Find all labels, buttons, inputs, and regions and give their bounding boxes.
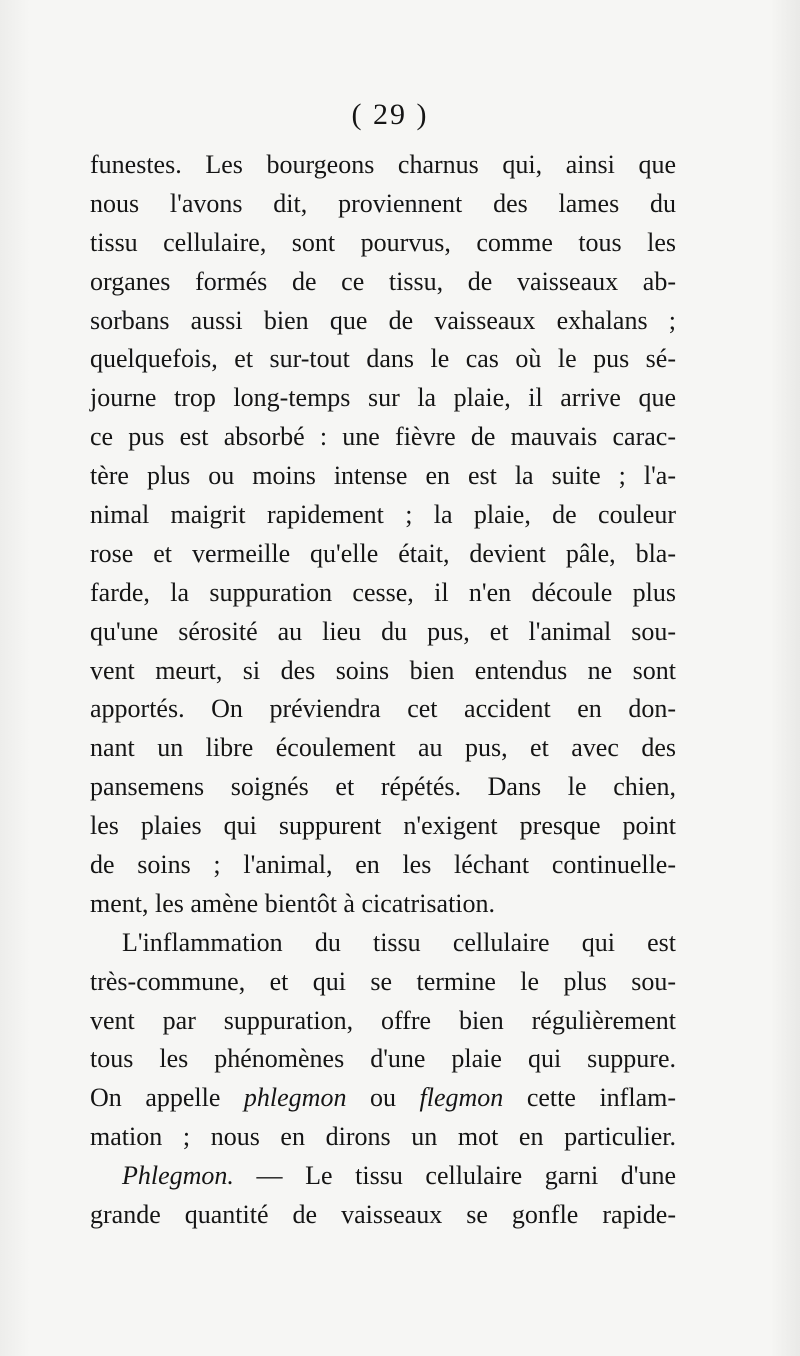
text-line: funestes. Les bourgeons charnus qui, ainsi que: [90, 150, 676, 179]
text-line: ment, les amène bientôt à cicatrisation.: [90, 888, 496, 918]
text-line: vent par suppuration, offre bien régulièrement: [90, 1005, 676, 1035]
text-line: quelquefois, et sur-tout dans le cas où le pus sé-: [90, 344, 676, 374]
text-line: très-commune, et qui se termine le plus sou-: [90, 966, 676, 996]
page-number: ( 29 ): [351, 98, 429, 131]
italic-term: flegmon: [419, 1083, 504, 1113]
text-segment: cette inflam-: [503, 1083, 676, 1113]
text-segment: ou: [346, 1083, 420, 1113]
text-line: sorbans aussi bien que de vaisseaux exhalans ;: [90, 305, 676, 335]
text-line: tère plus ou moins intense en est la suite ; l'a-: [90, 461, 676, 491]
text-line: [90, 1079, 676, 1118]
text-line: nous l'avons dit, proviennent des lames du: [90, 188, 676, 218]
text-line: tous les phénomènes d'une plaie qui suppure.: [90, 1044, 676, 1074]
text-line: tissu cellulaire, sont pourvus, comme tous les: [90, 227, 676, 257]
text-line: de soins ; l'animal, en les léchant continuelle-: [90, 850, 676, 880]
text-line: mation ; nous en dirons un mot en particulier.: [90, 1122, 676, 1152]
text-line: organes formés de ce tissu, de vaisseaux ab-: [90, 266, 676, 296]
italic-term: phlegmon: [243, 1083, 347, 1113]
text-line: pansemens soignés et répétés. Dans le chien,: [90, 772, 676, 802]
text-line: les plaies qui suppurent n'exigent presque point: [90, 811, 676, 841]
text-line: farde, la suppuration cesse, il n'en découle plus: [90, 577, 676, 607]
section-heading: Phlegmon.: [122, 1161, 234, 1191]
text-line: nimal maigrit rapidement ; la plaie, de couleur: [90, 500, 676, 530]
text-line: rose et vermeille qu'elle était, devient pâle, bla-: [90, 538, 676, 568]
text-line: apportés. On préviendra cet accident en don-: [90, 694, 676, 724]
text-line: vent meurt, si des soins bien entendus ne sont: [90, 655, 676, 685]
body-text: [90, 146, 676, 1235]
text-line: L'inflammation du tissu cellulaire qui est: [122, 927, 676, 957]
text-line: grande quantité de vaisseaux se gonfle rapide-: [90, 1200, 676, 1230]
text-segment: — Le tissu cellulaire garni d'une: [233, 1161, 676, 1191]
text-line: [90, 1157, 676, 1196]
text-line: qu'une sérosité au lieu du pus, et l'animal sou-: [90, 616, 676, 646]
text-line: journe trop long-temps sur la plaie, il arrive que: [90, 383, 676, 413]
text-line: nant un libre écoulement au pus, et avec des: [90, 733, 676, 763]
text-segment: On appelle: [90, 1083, 244, 1113]
text-line: ce pus est absorbé : une fièvre de mauvais carac-: [90, 422, 676, 452]
